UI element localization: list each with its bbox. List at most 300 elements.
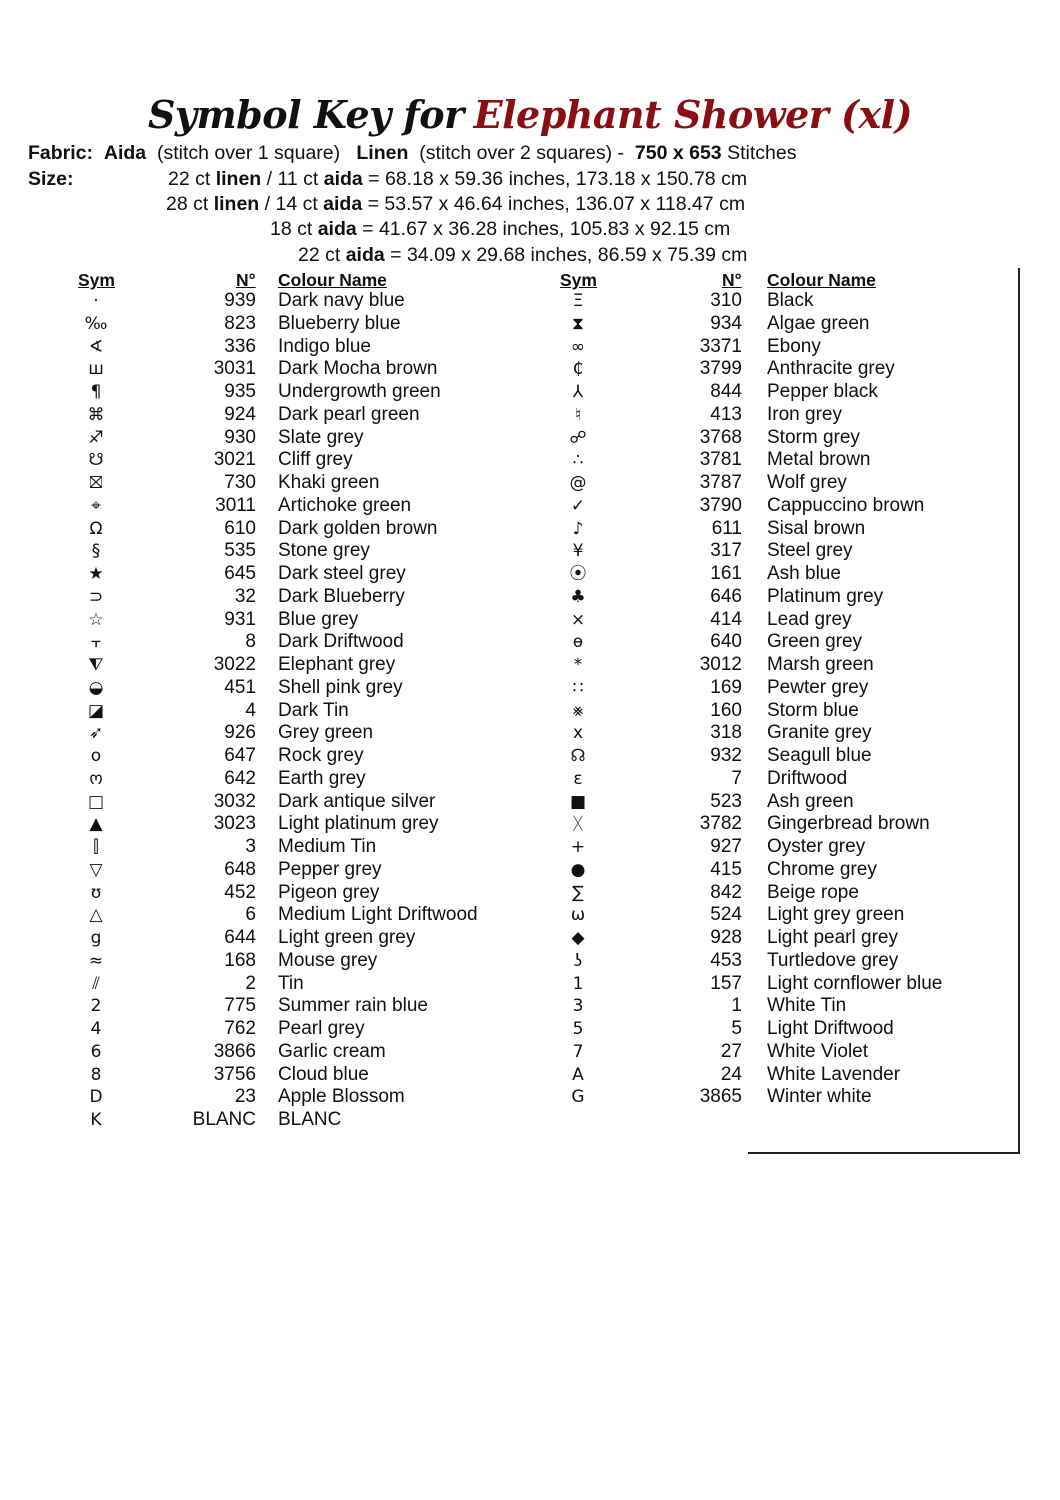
symbol-glyph: ⫽ xyxy=(92,973,100,994)
symbol-row xyxy=(558,358,1038,381)
colour-name: Dark Mocha brown xyxy=(278,358,438,380)
colour-name: Oyster grey xyxy=(767,836,866,857)
symbol-glyph: + xyxy=(570,837,586,857)
symbol-row xyxy=(76,973,556,996)
table-right-border xyxy=(1018,268,1020,1154)
colour-name: Storm blue xyxy=(767,699,859,721)
symbol-glyph: ∑ xyxy=(572,882,584,903)
symbol-glyph: 2 xyxy=(90,996,102,1017)
symbol-row xyxy=(76,882,556,905)
symbol-row xyxy=(76,927,556,950)
colour-name: Light Driftwood xyxy=(767,1018,894,1039)
size-line-2: 28 ct linen / 14 ct aida = 53.57 x 46.64 inches, 136.07 x 118.47 cm xyxy=(166,193,746,215)
page-title xyxy=(0,92,1060,137)
colour-name: Dark steel grey xyxy=(278,563,406,584)
thread-number: 160 xyxy=(710,699,742,721)
size-label: Size: xyxy=(28,168,74,190)
symbol-row xyxy=(76,518,556,541)
colour-name: Pewter grey xyxy=(767,676,869,698)
colour-name: Pepper black xyxy=(767,381,878,402)
symbol-glyph: ʊ xyxy=(90,882,102,903)
thread-number: 640 xyxy=(710,631,742,653)
symbol-glyph: A xyxy=(572,1064,584,1085)
colour-name: Dark Blueberry xyxy=(278,585,405,607)
symbol-row xyxy=(558,700,1038,723)
colour-name: Dark pearl green xyxy=(278,403,420,425)
header-name-left: Colour Name xyxy=(278,270,387,290)
stitch-count: 750 x 653 xyxy=(634,142,722,164)
thread-number: 934 xyxy=(710,312,742,334)
symbol-glyph: ● xyxy=(570,859,586,880)
thread-number: 6 xyxy=(245,904,256,926)
symbol-glyph: · xyxy=(93,291,99,311)
thread-number: 452 xyxy=(224,881,256,903)
colour-name: Dark navy blue xyxy=(278,290,405,311)
title-pattern-name: Elephant Shower (xl) xyxy=(473,92,913,137)
symbol-row xyxy=(76,859,556,882)
symbol-row xyxy=(558,904,1038,927)
thread-number: 930 xyxy=(224,426,256,448)
symbol-glyph: ¥ xyxy=(572,541,584,562)
symbol-row xyxy=(76,950,556,973)
symbol-glyph: ▽ xyxy=(89,859,103,880)
symbol-glyph: ◒ xyxy=(88,677,104,698)
colour-name: BLANC xyxy=(278,1109,342,1130)
symbol-row xyxy=(558,449,1038,472)
colour-name: Dark Driftwood xyxy=(278,631,404,653)
thread-number: 3 xyxy=(245,836,256,857)
symbol-row xyxy=(558,836,1038,859)
thread-number: 3782 xyxy=(699,813,742,835)
symbol-glyph: 8 xyxy=(90,1064,102,1085)
colour-name: Black xyxy=(767,290,814,311)
colour-name: Apple Blossom xyxy=(278,1086,405,1108)
colour-name: Mouse grey xyxy=(278,949,378,971)
colour-name: Ash blue xyxy=(767,563,841,584)
symbol-glyph: 6 xyxy=(90,1041,102,1062)
symbol-glyph: ⧨ xyxy=(88,655,104,675)
symbol-glyph: 1 xyxy=(572,973,584,994)
thread-number: 27 xyxy=(720,1040,742,1062)
thread-number: 610 xyxy=(224,517,256,539)
colour-name: Light pearl grey xyxy=(767,927,898,948)
symbol-glyph: ≈ xyxy=(88,950,104,971)
thread-number: 611 xyxy=(711,517,742,539)
symbol-row xyxy=(76,358,556,381)
colour-name: Winter white xyxy=(767,1086,872,1108)
header-num-right: N° xyxy=(722,270,742,290)
symbol-row xyxy=(558,518,1038,541)
symbol-row xyxy=(76,540,556,563)
symbol-glyph: ш xyxy=(88,359,104,380)
symbol-glyph: 5 xyxy=(572,1019,584,1039)
thread-number: 169 xyxy=(710,676,742,698)
thread-number: 161 xyxy=(710,563,742,584)
symbol-glyph: ∴ xyxy=(572,450,584,471)
symbol-row xyxy=(558,1041,1038,1064)
symbol-row xyxy=(76,836,556,859)
thread-number: 3768 xyxy=(699,426,742,448)
symbol-glyph: ω xyxy=(570,905,586,926)
symbol-glyph: ¶ xyxy=(90,382,102,402)
colour-name: Cappuccino brown xyxy=(767,494,925,516)
fabric-label: Fabric: xyxy=(28,142,94,164)
symbol-glyph: ⊃ xyxy=(88,586,104,607)
colour-name: Chrome grey xyxy=(767,858,877,880)
symbol-row xyxy=(558,495,1038,518)
symbol-glyph: ⛝ xyxy=(89,473,103,493)
symbol-glyph: ɵ xyxy=(572,632,584,653)
symbol-glyph: ‰ xyxy=(84,313,108,334)
thread-number: 453 xyxy=(710,949,742,971)
colour-name: Iron grey xyxy=(767,403,842,425)
thread-number: 3023 xyxy=(213,813,256,835)
symbol-row xyxy=(76,495,556,518)
symbol-row xyxy=(76,336,556,359)
thread-number: 762 xyxy=(224,1018,256,1039)
thread-number: 939 xyxy=(224,290,256,311)
table-bottom-border xyxy=(748,1152,1020,1154)
header-sym-right: Sym xyxy=(560,270,597,290)
symbol-glyph: @ xyxy=(569,473,587,493)
symbol-row xyxy=(76,427,556,450)
colour-name: Storm grey xyxy=(767,426,860,448)
colour-name: Steel grey xyxy=(767,540,853,562)
symbol-glyph: ♐ xyxy=(88,427,104,448)
colour-name: Stone grey xyxy=(278,540,370,562)
thread-number: 928 xyxy=(710,927,742,948)
symbol-glyph: ∷ xyxy=(572,677,584,698)
symbol-row xyxy=(558,586,1038,609)
symbol-row xyxy=(76,586,556,609)
colour-name: Sisal brown xyxy=(767,517,866,539)
thread-number: 168 xyxy=(224,949,256,971)
colour-name: Dark Tin xyxy=(278,699,349,721)
colour-name: Medium Tin xyxy=(278,836,377,857)
symbol-row xyxy=(558,1064,1038,1087)
symbol-row xyxy=(558,654,1038,677)
symbol-glyph: ʖ xyxy=(573,950,583,971)
symbol-row xyxy=(558,381,1038,404)
thread-number: 924 xyxy=(224,403,256,425)
thread-number: 927 xyxy=(710,836,742,857)
colour-name: Dark antique silver xyxy=(278,790,436,812)
symbol-glyph: ★ xyxy=(88,564,104,584)
fabric-line xyxy=(28,142,796,165)
thread-number: 844 xyxy=(710,381,742,402)
colour-name: Rock grey xyxy=(278,745,364,766)
symbol-glyph: x xyxy=(572,723,584,744)
colour-name: Light cornflower blue xyxy=(767,972,943,994)
thread-number: 3781 xyxy=(699,449,742,471)
thread-number: 413 xyxy=(710,403,742,425)
symbol-row xyxy=(76,290,556,313)
colour-name: Pepper grey xyxy=(278,858,382,880)
symbol-glyph: ₵ xyxy=(572,359,584,380)
symbol-glyph: ⫟ xyxy=(90,632,102,653)
colour-name: Indigo blue xyxy=(278,335,371,357)
symbol-glyph: ⌘ xyxy=(87,404,105,425)
colour-name: Earth grey xyxy=(278,767,366,789)
thread-number: 8 xyxy=(245,631,256,653)
symbol-glyph: ▲ xyxy=(89,814,103,835)
thread-number: 823 xyxy=(224,312,256,334)
symbol-row xyxy=(558,995,1038,1018)
symbol-glyph: ■ xyxy=(569,791,587,812)
colour-name: Granite grey xyxy=(767,722,872,744)
symbol-glyph: ☍ xyxy=(569,427,587,448)
symbol-row xyxy=(76,904,556,927)
thread-number: 336 xyxy=(224,335,256,357)
thread-number: 414 xyxy=(710,608,742,630)
colour-name: Pigeon grey xyxy=(278,881,380,903)
size-line-4: 22 ct aida = 34.09 x 29.68 inches, 86.59 x 75.39 cm xyxy=(298,244,748,266)
thread-number: 3866 xyxy=(213,1040,256,1062)
symbol-glyph: ✓ xyxy=(570,495,586,516)
symbol-row xyxy=(76,654,556,677)
colour-name: Light green grey xyxy=(278,927,416,948)
symbol-row xyxy=(76,381,556,404)
thread-number: 310 xyxy=(710,290,742,311)
symbol-row xyxy=(76,745,556,768)
fabric-linen: Linen xyxy=(356,142,409,164)
thread-number: 642 xyxy=(224,767,256,789)
symbol-row xyxy=(558,336,1038,359)
thread-number: 2 xyxy=(245,972,256,994)
colour-name: Marsh green xyxy=(767,654,874,675)
thread-number: 644 xyxy=(224,927,256,948)
colour-name: Ash green xyxy=(767,790,854,812)
thread-number: 645 xyxy=(224,563,256,584)
thread-number: 524 xyxy=(710,904,742,926)
colour-name: Platinum grey xyxy=(767,585,884,607)
colour-name: Seagull blue xyxy=(767,745,872,766)
thread-number: 842 xyxy=(710,881,742,903)
symbol-glyph: ო xyxy=(89,768,103,789)
symbol-glyph: o xyxy=(90,746,102,766)
colour-name: Slate grey xyxy=(278,426,364,448)
symbol-glyph: ♣ xyxy=(570,586,586,607)
symbol-glyph: Ξ xyxy=(572,291,584,311)
symbol-row xyxy=(558,427,1038,450)
symbol-glyph: ⅄ xyxy=(572,382,584,402)
symbol-glyph: Ω xyxy=(89,518,103,539)
colour-name: Anthracite grey xyxy=(767,358,895,380)
thread-number: 24 xyxy=(720,1063,742,1085)
thread-number: 931 xyxy=(224,608,256,630)
colour-name: Green grey xyxy=(767,631,863,653)
symbol-row xyxy=(558,927,1038,950)
symbol-row xyxy=(76,995,556,1018)
symbol-glyph: 3 xyxy=(572,996,584,1017)
fabric-linen-note: (stitch over 2 squares) - xyxy=(419,142,625,164)
symbol-row xyxy=(76,449,556,472)
symbol-glyph: * xyxy=(573,655,583,675)
thread-number: 3031 xyxy=(213,358,256,380)
colour-name: Cloud blue xyxy=(278,1063,369,1085)
thread-number: 648 xyxy=(224,858,256,880)
thread-number: 935 xyxy=(224,381,256,402)
symbol-glyph: ◆ xyxy=(571,928,585,948)
symbol-glyph: ◪ xyxy=(87,700,105,721)
symbol-glyph: ⧗ xyxy=(572,313,584,334)
colour-name: Artichoke green xyxy=(278,494,412,516)
colour-name: Light platinum grey xyxy=(278,813,439,835)
symbol-row xyxy=(76,700,556,723)
symbol-glyph: ☊ xyxy=(570,746,586,766)
thread-number: 3790 xyxy=(699,494,742,516)
thread-number: 5 xyxy=(731,1018,742,1039)
colour-name: Cliff grey xyxy=(278,449,353,471)
symbol-glyph: ∞ xyxy=(570,336,586,357)
thread-number: 647 xyxy=(224,745,256,766)
symbol-glyph: 7 xyxy=(572,1041,584,1062)
stitch-suffix: Stitches xyxy=(727,142,797,164)
symbol-glyph: § xyxy=(91,541,101,562)
colour-name: Gingerbread brown xyxy=(767,813,930,835)
thread-number: 3371 xyxy=(699,335,742,357)
colour-name: White Violet xyxy=(767,1040,869,1062)
symbol-row xyxy=(558,973,1038,996)
symbol-row xyxy=(76,609,556,632)
symbol-row xyxy=(558,1086,1038,1109)
thread-number: 646 xyxy=(710,585,742,607)
symbol-row xyxy=(76,677,556,700)
thread-number: 730 xyxy=(224,472,256,493)
colour-name: Khaki green xyxy=(278,472,380,493)
colour-name: Driftwood xyxy=(767,767,848,789)
thread-number: 3012 xyxy=(699,654,742,675)
symbol-row xyxy=(76,768,556,791)
size-line-1: 22 ct linen / 11 ct aida = 68.18 x 59.36 inches, 173.18 x 150.78 cm xyxy=(168,168,748,190)
symbol-row xyxy=(76,472,556,495)
thread-number: 3022 xyxy=(213,654,256,675)
symbol-glyph: ⨳ xyxy=(572,700,584,721)
colour-name: Garlic cream xyxy=(278,1040,386,1062)
symbol-row xyxy=(76,791,556,814)
symbol-glyph: g xyxy=(90,928,102,948)
header-sym-left: Sym xyxy=(78,270,115,290)
symbol-row xyxy=(558,472,1038,495)
colour-name: Beige rope xyxy=(767,881,859,903)
colour-name: Dark golden brown xyxy=(278,517,438,539)
symbol-glyph: ⨯ xyxy=(570,609,586,630)
symbol-glyph: ☆ xyxy=(88,609,104,630)
symbol-row xyxy=(558,768,1038,791)
colour-name: Elephant grey xyxy=(278,654,396,675)
thread-number: 23 xyxy=(234,1086,256,1108)
symbol-row xyxy=(76,1086,556,1109)
thread-number: 3021 xyxy=(213,449,256,471)
symbol-row xyxy=(558,859,1038,882)
symbol-glyph: □ xyxy=(87,791,105,812)
thread-number: 32 xyxy=(234,585,256,607)
symbol-glyph: ➶ xyxy=(88,723,104,744)
colour-name: Summer rain blue xyxy=(278,995,428,1017)
fabric-aida: Aida xyxy=(103,142,147,164)
colour-name: Tin xyxy=(278,972,304,994)
thread-number: 7 xyxy=(731,767,742,789)
symbol-row xyxy=(76,1064,556,1087)
colour-name: Ebony xyxy=(767,335,821,357)
thread-number: 3799 xyxy=(699,358,742,380)
symbol-row xyxy=(76,1041,556,1064)
colour-name: Blueberry blue xyxy=(278,312,401,334)
thread-number: 157 xyxy=(710,972,742,994)
thread-number: 775 xyxy=(224,995,256,1017)
symbol-glyph: G xyxy=(571,1087,585,1108)
thread-number: 3032 xyxy=(213,790,256,812)
thread-number: 3787 xyxy=(699,472,742,493)
symbol-glyph: ε xyxy=(573,768,583,789)
title-prefix: Symbol Key for xyxy=(147,92,464,137)
symbol-row xyxy=(558,677,1038,700)
symbol-glyph: ⦿ xyxy=(569,564,587,584)
symbol-glyph: ∢ xyxy=(88,336,104,357)
colour-name: Grey green xyxy=(278,722,374,744)
symbol-row xyxy=(558,722,1038,745)
symbol-row xyxy=(558,313,1038,336)
thread-number: 3756 xyxy=(213,1063,256,1085)
symbol-row xyxy=(76,813,556,836)
colour-name: Shell pink grey xyxy=(278,676,403,698)
symbol-row xyxy=(558,631,1038,654)
symbol-row xyxy=(558,404,1038,427)
symbol-row xyxy=(558,563,1038,586)
symbol-row xyxy=(76,563,556,586)
symbol-glyph: △ xyxy=(89,905,103,926)
thread-number: 1 xyxy=(731,995,742,1017)
symbol-row xyxy=(558,1018,1038,1041)
colour-name: Medium Light Driftwood xyxy=(278,904,478,926)
symbol-row xyxy=(558,540,1038,563)
symbol-row xyxy=(558,813,1038,836)
thread-number: 926 xyxy=(224,722,256,744)
colour-name: Pearl grey xyxy=(278,1018,365,1039)
colour-name: Wolf grey xyxy=(767,472,847,493)
colour-name: Light grey green xyxy=(767,904,905,926)
thread-number: BLANC xyxy=(192,1109,256,1130)
fabric-aida-note: (stitch over 1 square) xyxy=(156,142,341,164)
thread-number: 3011 xyxy=(215,494,256,516)
symbol-row xyxy=(558,950,1038,973)
symbol-glyph: ♪ xyxy=(572,518,584,539)
colour-name: Lead grey xyxy=(767,608,852,630)
thread-number: 535 xyxy=(224,540,256,562)
header-name-right: Colour Name xyxy=(767,270,876,290)
symbol-row xyxy=(76,631,556,654)
colour-name: White Lavender xyxy=(767,1063,901,1085)
symbol-row xyxy=(558,745,1038,768)
thread-number: 3865 xyxy=(699,1086,742,1108)
thread-number: 4 xyxy=(245,699,256,721)
colour-name: White Tin xyxy=(767,995,847,1017)
thread-number: 523 xyxy=(710,790,742,812)
symbol-row xyxy=(76,722,556,745)
symbol-glyph: K xyxy=(90,1110,102,1130)
thread-number: 415 xyxy=(710,858,742,880)
colour-name: Turtledove grey xyxy=(767,949,899,971)
symbol-glyph: ᚷ xyxy=(572,814,584,835)
symbol-row xyxy=(558,882,1038,905)
thread-number: 318 xyxy=(710,722,742,744)
size-line-3: 18 ct aida = 41.67 x 36.28 inches, 105.83 x 92.15 cm xyxy=(270,218,731,240)
symbol-glyph: D xyxy=(89,1087,103,1108)
symbol-row xyxy=(76,1018,556,1041)
symbol-row xyxy=(558,791,1038,814)
symbol-row xyxy=(76,404,556,427)
symbol-row xyxy=(558,290,1038,313)
